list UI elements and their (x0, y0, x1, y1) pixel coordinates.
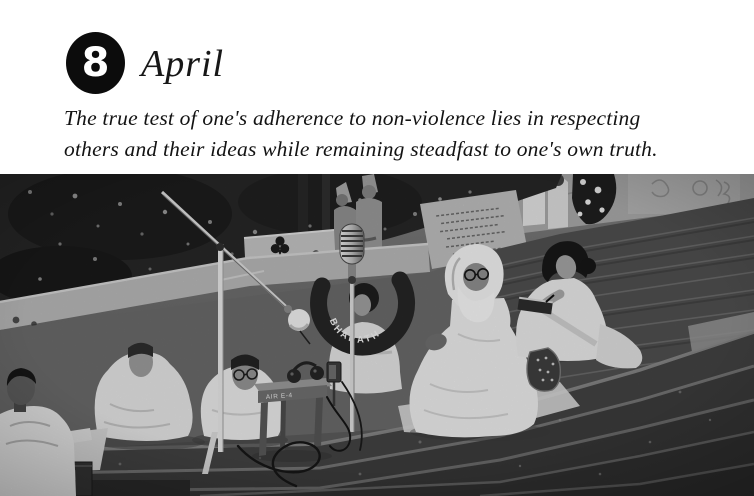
quote-line-2: others and their ideas while remaining steadfast to one's own truth. (64, 137, 658, 161)
quote-text (64, 103, 658, 165)
quote-line-1: The true test of one's adherence to non-violence lies in respecting (64, 106, 641, 130)
vignette (0, 174, 754, 496)
month-title: April (141, 43, 225, 85)
photograph (0, 174, 754, 496)
date-number: 8 (81, 40, 110, 86)
date-badge (66, 32, 125, 94)
photo-illustration (0, 174, 754, 496)
